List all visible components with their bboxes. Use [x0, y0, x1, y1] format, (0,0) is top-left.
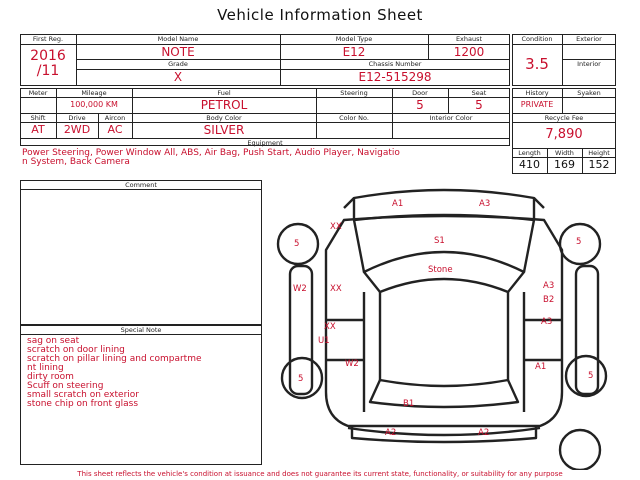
- front-bonnet-edge: [344, 198, 544, 208]
- damage-mark: W2: [293, 284, 307, 294]
- recycle-label: Recycle Fee: [544, 114, 584, 122]
- damage-mark: A3: [479, 199, 491, 209]
- comment-label: Comment: [125, 181, 157, 189]
- damage-mark: W2: [345, 359, 359, 369]
- history-value: PRIVATE: [520, 100, 554, 109]
- drive-value: 2WD: [63, 123, 91, 136]
- left-door-lines: [326, 292, 364, 412]
- meter-label: Meter: [28, 89, 48, 97]
- disclaimer-footer: This sheet reflects the vehicle's condition at issuance and does not guarantee its current state, functionality, or suitability for any purpose: [77, 470, 563, 478]
- special-notes-list: [27, 337, 202, 409]
- roof: [380, 292, 508, 380]
- damage-mark: A2: [385, 428, 397, 438]
- special-note-item: scratch on pillar lining and compartme: [27, 354, 202, 364]
- height-label: Height: [588, 149, 610, 157]
- damage-mark: A1: [392, 199, 404, 209]
- width-label: Width: [555, 149, 574, 157]
- interior-label: Interior: [577, 60, 601, 68]
- spare-wheel: [560, 430, 600, 470]
- color-no-label: Color No.: [339, 114, 369, 122]
- mileage-value: 100,000 KM: [70, 100, 118, 109]
- damage-mark: B1: [403, 399, 415, 409]
- special-note-item: stone chip on front glass: [27, 399, 139, 409]
- shift-label: Shift: [30, 114, 46, 122]
- equipment-label: Equipment: [247, 139, 283, 147]
- fuel-label: Fuel: [217, 89, 231, 97]
- special-note-item: scratch on door lining: [27, 345, 125, 355]
- history-label: History: [525, 89, 549, 97]
- shift-value: AT: [31, 123, 45, 136]
- damage-mark: U1: [318, 336, 330, 346]
- model-type: E12: [342, 45, 366, 59]
- aircon-label: Aircon: [104, 114, 126, 122]
- damage-mark: Stone: [428, 265, 453, 275]
- damage-mark: B2: [543, 295, 555, 305]
- drive-label: Drive: [68, 114, 86, 122]
- exhaust-value: 1200: [453, 45, 485, 59]
- damage-mark: A1: [535, 362, 547, 372]
- special-note-item: Scuff on steering: [27, 381, 104, 391]
- damage-mark: A3: [543, 281, 555, 291]
- special-note-item: nt lining: [27, 363, 64, 373]
- tire-tread-mark: 5: [576, 237, 582, 247]
- grade-value: X: [173, 70, 183, 84]
- equipment-text-2: n System, Back Camera: [22, 157, 130, 167]
- body-color-value: SILVER: [203, 123, 245, 137]
- door-label: Door: [412, 89, 428, 97]
- body-color-label: Body Color: [206, 114, 242, 122]
- rear-window: [370, 380, 518, 407]
- door-value: 5: [416, 98, 424, 112]
- tire-tread-mark: 5: [298, 374, 304, 384]
- height-value: 152: [588, 158, 610, 171]
- exterior-label: Exterior: [576, 35, 602, 43]
- recycle-value: 7,890: [545, 127, 583, 142]
- comment-box: [20, 180, 262, 325]
- interior-color-label: Interior Color: [429, 114, 473, 122]
- damage-mark: XX: [324, 322, 336, 332]
- model-name: NOTE: [161, 45, 195, 59]
- right-side-panel: [576, 266, 598, 394]
- wheel-rear-right: [566, 356, 606, 396]
- chassis-label: Chassis Number: [368, 60, 422, 68]
- special-note-item: small scratch on exterior: [27, 390, 139, 400]
- syaken-label: Syaken: [577, 89, 601, 97]
- steering-label: Steering: [340, 89, 368, 97]
- exhaust-label: Exhaust: [455, 35, 483, 43]
- mileage-label: Mileage: [81, 89, 107, 97]
- damage-mark: XX: [330, 222, 342, 232]
- tire-tread-mark: 5: [294, 239, 300, 249]
- special-note-label: Special Note: [120, 326, 162, 334]
- special-note-item: sag on seat: [27, 336, 80, 346]
- right-door-lines: [524, 292, 562, 412]
- grade-label: Grade: [168, 60, 188, 68]
- condition-grade: 3.5: [525, 55, 549, 73]
- damage-mark: A3: [541, 317, 553, 327]
- damage-mark: A2: [478, 428, 490, 438]
- equipment-text-1: Power Steering, Power Window All, ABS, Air Bag, Push Start, Audio Player, Navigatio: [22, 148, 400, 158]
- first-reg-label: First Reg.: [32, 35, 64, 43]
- condition-label: Condition: [521, 35, 553, 43]
- seat-label: Seat: [471, 89, 487, 97]
- special-note-item: dirty room: [27, 372, 74, 382]
- model-name-label: Model Name: [157, 35, 199, 43]
- length-label: Length: [518, 149, 541, 157]
- damage-mark: XX: [330, 284, 342, 294]
- chassis-value: E12-515298: [358, 70, 432, 84]
- tire-tread-mark: 5: [588, 371, 594, 381]
- damage-mark: S1: [434, 236, 445, 246]
- length-value: 410: [519, 158, 540, 171]
- first-reg-year: 2016: [30, 48, 66, 64]
- first-reg-month: /11: [36, 63, 60, 79]
- width-value: 169: [554, 158, 575, 171]
- rear-bumper-lower: [348, 428, 540, 435]
- seat-value: 5: [475, 98, 483, 112]
- model-type-label: Model Type: [335, 35, 373, 43]
- aircon-value: AC: [107, 123, 123, 136]
- page-title: Vehicle Information Sheet: [217, 6, 423, 24]
- fuel-value: PETROL: [200, 98, 248, 112]
